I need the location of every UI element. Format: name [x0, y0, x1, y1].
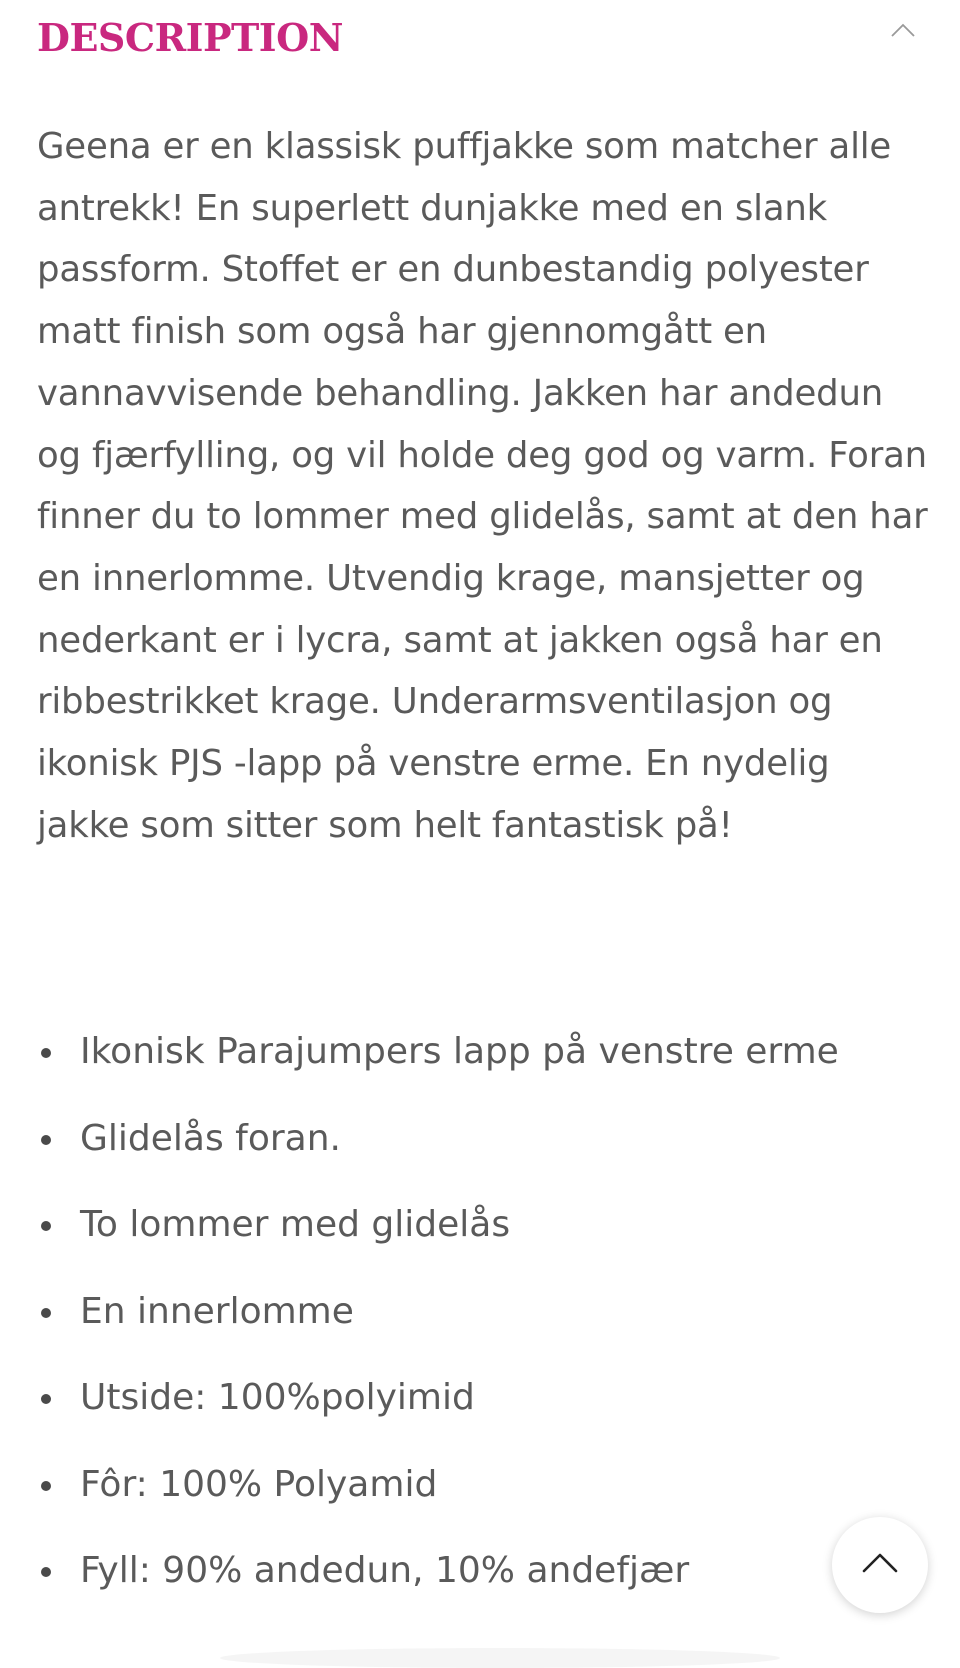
list-item-text: Ikonisk Parajumpers lapp på venstre erme	[80, 1031, 839, 1072]
chevron-up-icon	[890, 22, 916, 38]
bullet-icon	[41, 1394, 51, 1404]
list-item	[37, 1022, 937, 1109]
bullet-icon	[41, 1481, 51, 1491]
list-item	[37, 1109, 937, 1196]
bullet-icon	[41, 1135, 51, 1145]
list-item-text: Fyll: 90% andedun, 10% andefjær	[80, 1550, 690, 1591]
list-item-text: Glidelås foran.	[80, 1117, 341, 1159]
list-item	[37, 1195, 937, 1282]
description-text: Geena er en klassisk puffjakke som matcher alle antrekk! En superlett dunjakke med en slank passform. Stoffet er en dunbestandig polyester matt finish som også har gjennomgått en vannavvisende behandling. Jakken har andedun og fjærfylling, og vil holde deg god og varm. Foran finner du to lommer med glidelås, samt at den har en innerlomme. Utvendig krage, mansjetter og nederkant er i lycra, samt at jakken også har en ribbestrikket krage. Underarmsventilasjon og ikonisk PJS -lapp på venstre erme. En nydelig jakke som sitter som helt fantastisk på!	[37, 126, 928, 846]
list-item	[37, 1282, 937, 1369]
bullet-icon	[41, 1567, 51, 1577]
list-item-text: En innerlomme	[80, 1290, 354, 1332]
list-item-text: To lommer med glidelås	[80, 1204, 511, 1245]
section-title: DESCRIPTION	[37, 15, 343, 60]
bullet-icon	[41, 1221, 51, 1231]
list-item-text: Fôr: 100% Polyamid	[80, 1463, 438, 1505]
description-section-header[interactable]	[0, 0, 960, 80]
list-item	[37, 1455, 937, 1542]
bottom-fade	[220, 1648, 780, 1668]
collapse-toggle-button[interactable]	[890, 22, 930, 58]
bullet-icon	[41, 1048, 51, 1058]
chevron-up-icon	[862, 1551, 898, 1573]
scroll-to-top-button[interactable]	[832, 1517, 928, 1613]
list-item	[37, 1541, 937, 1628]
bullet-icon	[41, 1308, 51, 1318]
list-item-text: Utside: 100%polyimid	[80, 1377, 475, 1418]
feature-list	[37, 1022, 937, 1628]
list-item	[37, 1368, 937, 1455]
